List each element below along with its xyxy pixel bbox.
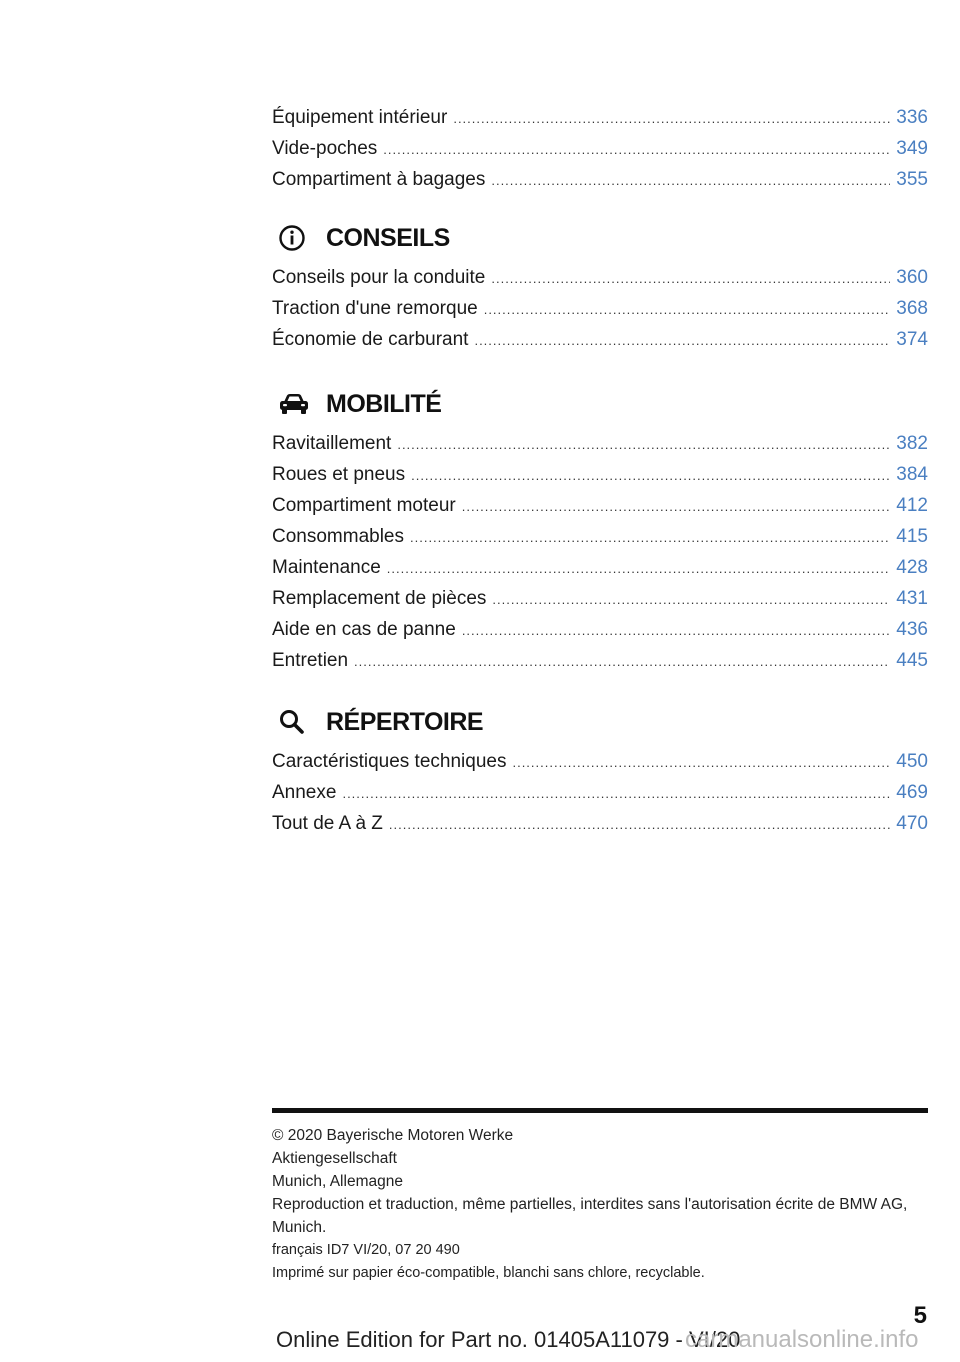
toc-section-mobilite — [272, 387, 928, 676]
toc-entry-page[interactable]: 469 — [896, 782, 928, 803]
toc-entry-page[interactable]: 428 — [896, 557, 928, 578]
toc-entry-label: Économie de carburant — [272, 329, 469, 350]
toc-section-interieur — [272, 102, 928, 195]
toc-entry-page[interactable]: 431 — [896, 588, 928, 609]
toc-entry[interactable] — [272, 490, 928, 521]
imprint-block — [272, 1124, 928, 1285]
section-title: MOBILITÉ — [326, 389, 442, 418]
dot-leader — [342, 778, 890, 809]
toc-entry-page[interactable]: 450 — [896, 751, 928, 772]
toc-section-conseils — [272, 221, 928, 355]
dot-leader — [354, 646, 890, 677]
toc-entry-page[interactable]: 368 — [896, 298, 928, 319]
toc-entry[interactable] — [272, 645, 928, 676]
toc-entry[interactable] — [272, 459, 928, 490]
toc-entry-label: Annexe — [272, 782, 337, 803]
toc-entry-label: Compartiment à bagages — [272, 169, 486, 190]
imprint-line: Aktiengesellschaft — [272, 1150, 397, 1167]
toc-entry-label: Équipement intérieur — [272, 107, 448, 128]
toc-entry[interactable] — [272, 614, 928, 645]
toc-entry-page[interactable]: 349 — [896, 138, 928, 159]
toc-entry-label: Vide-poches — [272, 138, 378, 159]
dot-leader — [491, 165, 890, 196]
info-icon — [272, 221, 326, 255]
dot-leader — [453, 103, 890, 134]
toc-entry[interactable] — [272, 552, 928, 583]
toc-entry[interactable] — [272, 262, 928, 293]
dot-leader — [397, 429, 890, 460]
toc-entry-page[interactable]: 470 — [896, 813, 928, 834]
toc-entry[interactable] — [272, 164, 928, 195]
section-header — [272, 705, 928, 739]
toc-entry-label: Consommables — [272, 526, 404, 547]
imprint-line: français ID7 VI/20, 07 20 490 — [272, 1242, 460, 1258]
dot-leader — [387, 553, 891, 584]
dot-leader — [484, 294, 891, 325]
search-icon — [272, 705, 326, 739]
toc-entry-page[interactable]: 360 — [896, 267, 928, 288]
section-header — [272, 387, 928, 421]
table-of-contents — [272, 102, 928, 839]
imprint-line: © 2020 Bayerische Motoren Werke — [272, 1127, 514, 1144]
toc-entry[interactable] — [272, 428, 928, 459]
toc-entry-label: Entretien — [272, 650, 349, 671]
toc-entry-page[interactable]: 445 — [896, 650, 928, 671]
toc-entry[interactable] — [272, 521, 928, 552]
dot-leader — [411, 460, 890, 491]
toc-entry-label: Remplacement de pièces — [272, 588, 487, 609]
dot-leader — [383, 134, 890, 165]
toc-entry[interactable] — [272, 102, 928, 133]
imprint-line: Reproduction et traduction, même partielles, interdites sans l'autorisation écrite de BMW AG, — [272, 1196, 908, 1213]
toc-entry[interactable] — [272, 324, 928, 355]
toc-entry-label: Ravitaillement — [272, 433, 392, 454]
toc-entry[interactable] — [272, 133, 928, 164]
toc-entry-label: Maintenance — [272, 557, 381, 578]
imprint-line: Munich. — [272, 1219, 327, 1236]
toc-section-repertoire — [272, 705, 928, 839]
imprint-divider — [272, 1108, 928, 1113]
watermark: carmanualsonline.info — [685, 1326, 919, 1353]
toc-entry[interactable] — [272, 583, 928, 614]
toc-entry-label: Compartiment moteur — [272, 495, 456, 516]
toc-entry[interactable] — [272, 808, 928, 839]
imprint-line: Munich, Allemagne — [272, 1173, 403, 1190]
dot-leader — [462, 491, 891, 522]
toc-entry-page[interactable]: 374 — [896, 329, 928, 350]
page-number: 5 — [913, 1302, 927, 1329]
toc-entry-label: Conseils pour la conduite — [272, 267, 486, 288]
footer-edition: Online Edition for Part no. 01405A11079 - VI/20 — [276, 1327, 741, 1352]
toc-entry-label: Caractéristiques techniques — [272, 751, 507, 772]
section-title: CONSEILS — [326, 223, 450, 252]
dot-leader — [512, 747, 890, 778]
toc-entry[interactable] — [272, 777, 928, 808]
toc-entry-page[interactable]: 384 — [896, 464, 928, 485]
section-title: RÉPERTOIRE — [326, 707, 484, 736]
toc-entry-page[interactable]: 382 — [896, 433, 928, 454]
dot-leader — [410, 522, 890, 553]
toc-entry-label: Roues et pneus — [272, 464, 406, 485]
toc-entry-label: Tout de A à Z — [272, 813, 383, 834]
toc-entry-label: Traction d'une remorque — [272, 298, 478, 319]
toc-entry-page[interactable]: 436 — [896, 619, 928, 640]
dot-leader — [492, 584, 890, 615]
toc-entry-page[interactable]: 336 — [896, 107, 928, 128]
toc-entry-page[interactable]: 415 — [896, 526, 928, 547]
dot-leader — [474, 325, 890, 356]
car-icon — [272, 387, 326, 421]
dot-leader — [462, 615, 890, 646]
toc-entry[interactable] — [272, 293, 928, 324]
dot-leader — [389, 809, 890, 840]
toc-entry-label: Aide en cas de panne — [272, 619, 456, 640]
dot-leader — [491, 263, 890, 294]
toc-entry-page[interactable]: 412 — [896, 495, 928, 516]
toc-entry[interactable] — [272, 746, 928, 777]
imprint-line: Imprimé sur papier éco-compatible, blanchi sans chlore, recyclable. — [272, 1265, 705, 1281]
section-header — [272, 221, 928, 255]
toc-entry-page[interactable]: 355 — [896, 169, 928, 190]
